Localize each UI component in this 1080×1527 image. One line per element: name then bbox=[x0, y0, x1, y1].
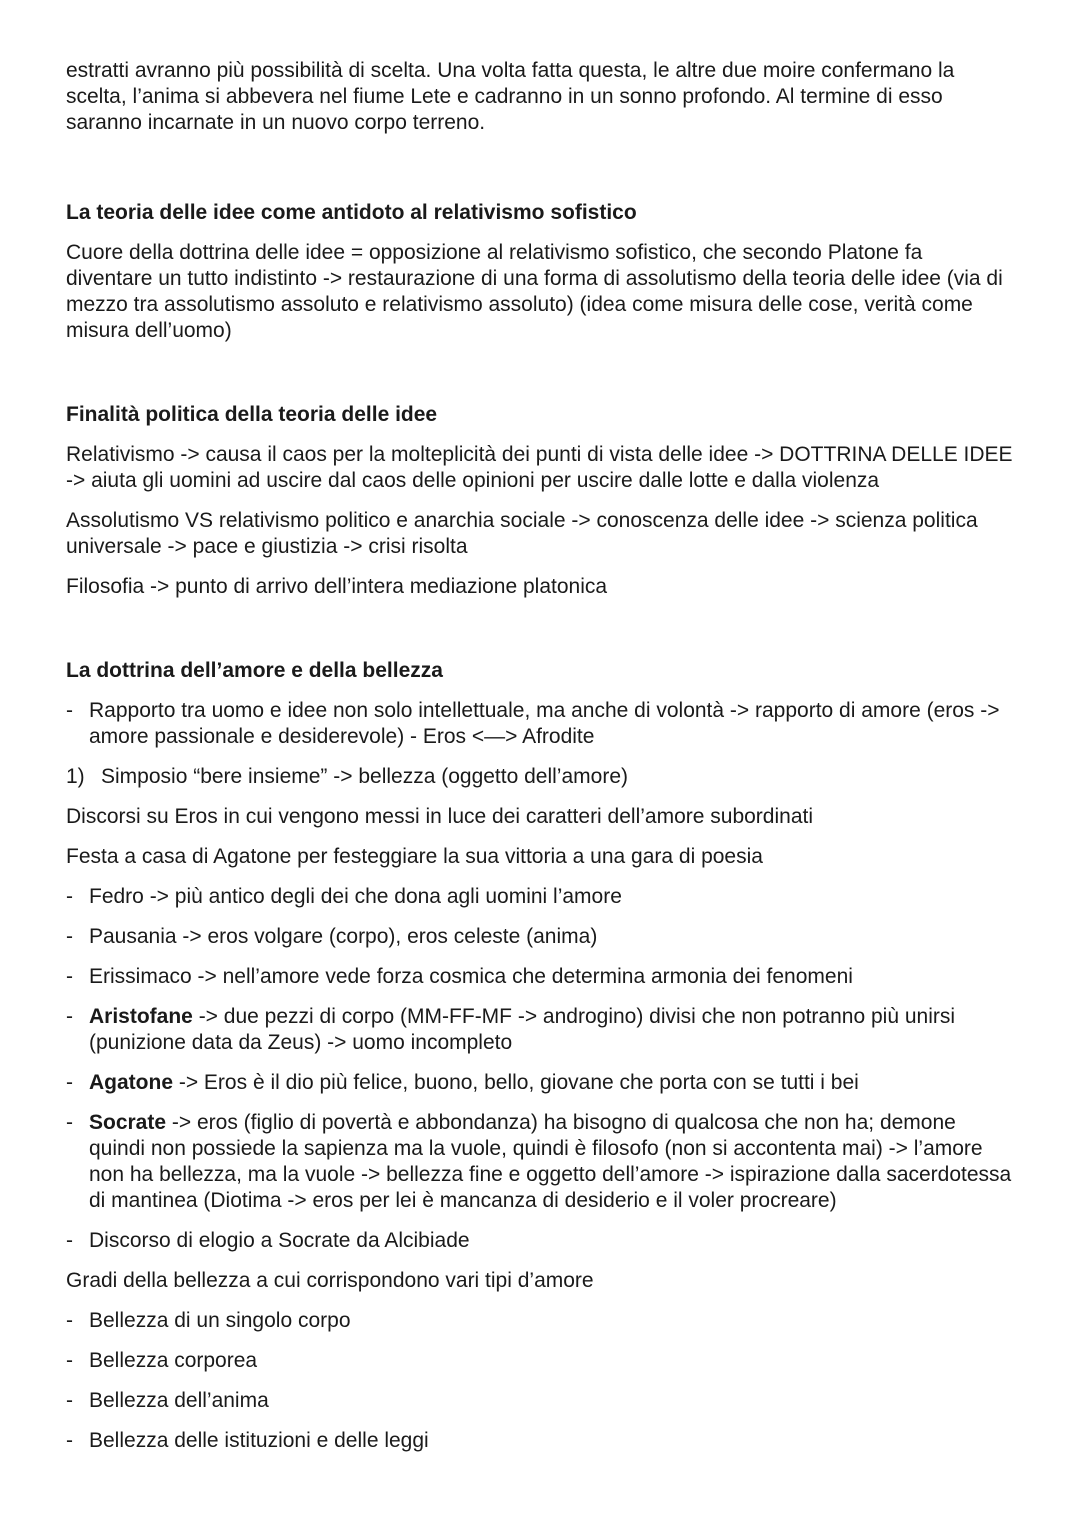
section-title: La teoria delle idee come antidoto al relativismo sofistico bbox=[66, 201, 637, 224]
list-item-text: Bellezza delle istituzioni e delle leggi bbox=[89, 1429, 429, 1452]
dash-bullet: - bbox=[66, 1349, 73, 1372]
speaker-text: -> due pezzi di corpo (MM-FF-MF -> androgino) divisi che non potranno più unirsi (punizione data da Zeus) -> uomo incompleto bbox=[89, 1005, 956, 1054]
paragraph: Assolutismo VS relativismo politico e anarchia sociale -> conoscenza delle idee -> scienza politica universale -> pace e giustizia -> crisi risolta bbox=[66, 509, 978, 558]
dash-bullet: - bbox=[66, 1309, 73, 1332]
paragraph: Gradi della bellezza a cui corrispondono vari tipi d’amore bbox=[66, 1269, 594, 1292]
dash-bullet: - bbox=[66, 885, 73, 908]
list-item-text bbox=[89, 1004, 1014, 1056]
list-item-grado bbox=[66, 1428, 1014, 1454]
list-item-text: Rapporto tra uomo e idee non solo intellettuale, ma anche di volontà -> rapporto di amore (eros -> amore passionale e desiderevole) - Eros <—> Afrodite bbox=[89, 699, 1000, 748]
list-item-text: Bellezza di un singolo corpo bbox=[89, 1309, 351, 1332]
dash-bullet: - bbox=[66, 965, 73, 988]
numbered-item bbox=[66, 764, 1014, 790]
list-item-grado bbox=[66, 1308, 1014, 1334]
dash-bullet: - bbox=[66, 1005, 73, 1028]
dash-bullet: - bbox=[66, 1229, 73, 1252]
section-title: Finalità politica della teoria delle idee bbox=[66, 403, 438, 426]
list-item-text: Simposio “bere insieme” -> bellezza (oggetto dell’amore) bbox=[101, 765, 628, 788]
list-item-grado bbox=[66, 1388, 1014, 1414]
paragraph: Festa a casa di Agatone per festeggiare la sua vittoria a una gara di poesia bbox=[66, 845, 763, 868]
speaker-text: -> eros (figlio di povertà e abbondanza) ha bisogno di qualcosa che non ha; demone quindi non possiede la sapienza ma la vuole, quindi è filosofo (non si accontenta mai) -> l’amore non ha bellezza, ma la vuole -> bellezza fine e oggetto dell’amore -> ispirazione dalla sacerdotessa di mantinea (Diotima -> eros per lei è mancanza di desiderio e il voler procreare) bbox=[89, 1111, 1012, 1212]
paragraph: Filosofia -> punto di arrivo dell’intera mediazione platonica bbox=[66, 575, 608, 598]
list-item-aristofane bbox=[66, 1004, 1014, 1056]
list-item-fedro bbox=[66, 884, 1014, 910]
list-item-text: Fedro -> più antico degli dei che dona agli uomini l’amore bbox=[89, 885, 622, 908]
list-item-text bbox=[89, 1110, 1014, 1214]
dash-bullet: - bbox=[66, 1389, 73, 1412]
section-amore-bellezza bbox=[66, 658, 1014, 1454]
dash-bullet: - bbox=[66, 1071, 73, 1094]
dash-bullet: - bbox=[66, 1111, 73, 1134]
speaker-text: -> Eros è il dio più felice, buono, bello, giovane che porta con se tutti i bei bbox=[173, 1071, 859, 1094]
section-teoria-idee bbox=[66, 200, 1014, 344]
number-marker: 1) bbox=[66, 765, 85, 788]
list-item-text: Erissimaco -> nell’amore vede forza cosmica che determina armonia dei fenomeni bbox=[89, 965, 853, 988]
list-item-text: Bellezza corporea bbox=[89, 1349, 258, 1372]
list-item-agatone bbox=[66, 1070, 1014, 1096]
list-item-grado bbox=[66, 1348, 1014, 1374]
list-item-text: Bellezza dell’anima bbox=[89, 1389, 269, 1412]
dash-bullet: - bbox=[66, 699, 73, 722]
list-item bbox=[66, 698, 1014, 750]
paragraph: Relativismo -> causa il caos per la molteplicità dei punti di vista delle idee -> DOTTRINA DELLE IDEE -> aiuta gli uomini ad uscire dal caos delle opinioni per uscire dalle lotte e dalla violenza bbox=[66, 443, 1013, 492]
list-item-text: Pausania -> eros volgare (corpo), eros celeste (anima) bbox=[89, 925, 598, 948]
speaker-name: Socrate bbox=[89, 1111, 167, 1134]
speaker-name: Aristofane bbox=[89, 1005, 193, 1028]
paragraph: Discorsi su Eros in cui vengono messi in luce dei caratteri dell’amore subordinati bbox=[66, 805, 814, 828]
dash-bullet: - bbox=[66, 1429, 73, 1452]
intro-paragraph: estratti avranno più possibilità di scelta. Una volta fatta questa, le altre due moire confermano la scelta, l’anima si abbevera nel fiume Lete e cadranno in un sonno profondo. Al termine di esso saranno incarnate in un nuovo corpo terreno. bbox=[66, 59, 955, 134]
list-item-text bbox=[89, 1070, 1014, 1096]
list-item-erissimaco bbox=[66, 964, 1014, 990]
list-item-text: Discorso di elogio a Socrate da Alcibiade bbox=[89, 1229, 470, 1252]
dash-bullet: - bbox=[66, 925, 73, 948]
list-item-socrate bbox=[66, 1110, 1014, 1214]
section-finalita-politica bbox=[66, 402, 1014, 600]
paragraph: Cuore della dottrina delle idee = opposizione al relativismo sofistico, che secondo Platone fa diventare un tutto indistinto -> restaurazione di una forma di assolutismo della teoria delle idee (via di mezzo tra assolutismo assoluto e relativismo assoluto) (idea come misura delle cose, verità come misura dell’uomo) bbox=[66, 241, 1003, 342]
section-title: La dottrina dell’amore e della bellezza bbox=[66, 659, 443, 682]
list-item-pausania bbox=[66, 924, 1014, 950]
speaker-name: Agatone bbox=[89, 1071, 173, 1094]
list-item-alcibiade bbox=[66, 1228, 1014, 1254]
